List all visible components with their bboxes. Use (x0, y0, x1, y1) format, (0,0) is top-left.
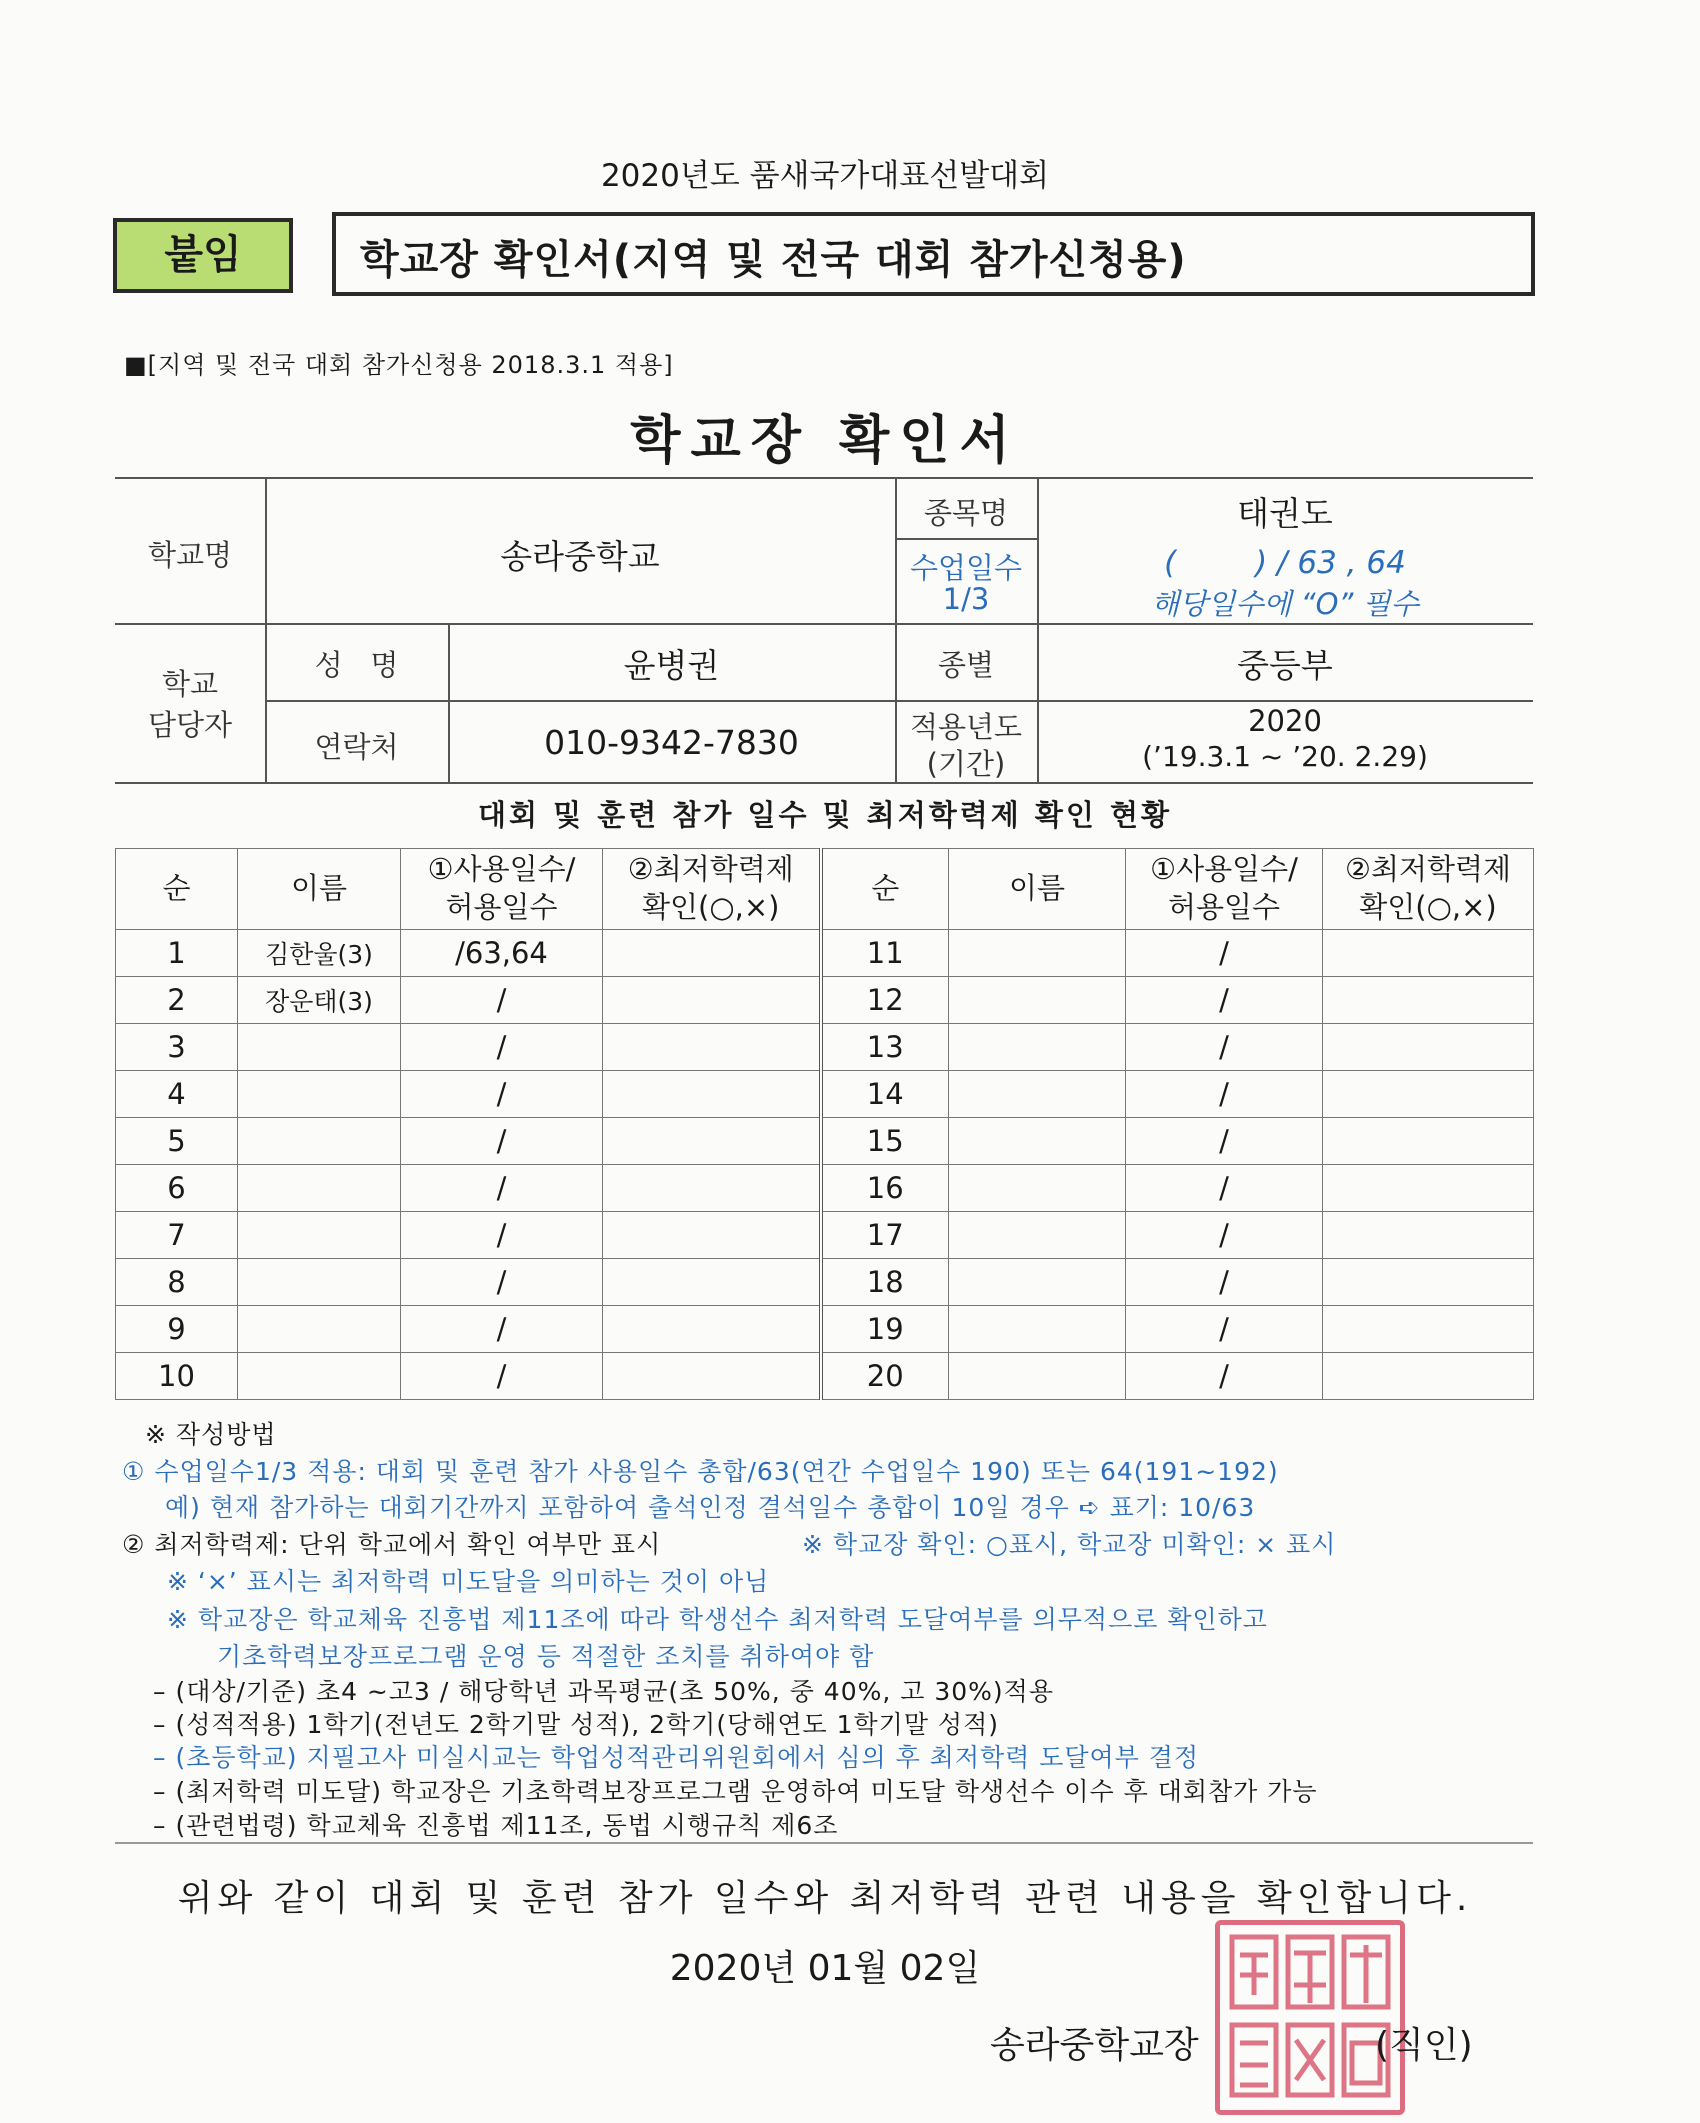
row-name (238, 1353, 401, 1400)
row-name (238, 1118, 401, 1165)
instruction-line: – (성적적용) 1학기(전년도 2학기말 성적), 2학기(당해연도 1학기말 성적) (153, 1710, 999, 1739)
row-name (949, 1024, 1126, 1071)
col-name-header: 이름 (238, 849, 401, 930)
class-days-label: 수업일수 (909, 551, 1023, 585)
col-check-header-line1: ②최저학력제 (1344, 852, 1512, 887)
row-check (1323, 1024, 1534, 1071)
row-check (1323, 1071, 1534, 1118)
row-days: / (401, 1353, 603, 1400)
table-row (116, 1071, 1534, 1118)
row-check (1323, 1353, 1534, 1400)
row-check (603, 1071, 821, 1118)
row-name (949, 1071, 1126, 1118)
table-row (116, 1212, 1534, 1259)
instruction-line: 기초학력보장프로그램 운영 등 적절한 조치를 취하여야 함 (217, 1642, 875, 1671)
row-name (238, 1165, 401, 1212)
row-name (238, 1306, 401, 1353)
divider (115, 1842, 1533, 1844)
row-no: 9 (116, 1306, 238, 1353)
row-days: /63,64 (401, 930, 603, 977)
confirmation-statement: 위와 같이 대회 및 훈련 참가 일수와 최저학력 관련 내용을 확인합니다. (177, 1878, 1473, 1919)
row-no: 12 (821, 977, 949, 1024)
row-days: / (401, 1071, 603, 1118)
grid-line (265, 700, 1533, 702)
row-no: 4 (116, 1071, 238, 1118)
col-check-header-line1: ②최저학력제 (627, 852, 794, 887)
roster-header-row (116, 849, 1534, 930)
row-no: 11 (821, 930, 949, 977)
category-label: 종별 (937, 648, 995, 682)
row-days: / (1126, 1259, 1323, 1306)
row-no: 16 (821, 1165, 949, 1212)
issue-date: 2020년 01월 02일 (669, 1948, 981, 1989)
row-check (603, 1306, 821, 1353)
period-label-2: (기간) (926, 747, 1006, 781)
row-no: 10 (116, 1353, 238, 1400)
row-name (949, 1306, 1126, 1353)
row-days: / (1126, 1118, 1323, 1165)
grid-line (115, 623, 1533, 625)
name-value: 윤병권 (623, 646, 720, 685)
col-check-header (603, 849, 821, 930)
row-no: 13 (821, 1024, 949, 1071)
row-check (1323, 930, 1534, 977)
row-days: / (1126, 1212, 1323, 1259)
row-check (603, 1212, 821, 1259)
col-check-header (1323, 849, 1534, 930)
row-no: 8 (116, 1259, 238, 1306)
row-check (603, 1024, 821, 1071)
status-section-title: 대회 및 훈련 참가 일수 및 최저학력제 확인 현황 (477, 798, 1173, 832)
row-days: / (1126, 930, 1323, 977)
row-check (1323, 1118, 1534, 1165)
instruction-line: – (관련법령) 학교체육 진흥법 제11조, 동법 시행규칙 제6조 (153, 1811, 839, 1840)
col-days-header-line2: 허용일수 (1167, 890, 1281, 924)
row-no: 15 (821, 1118, 949, 1165)
row-name (238, 1024, 401, 1071)
row-no: 6 (116, 1165, 238, 1212)
row-check (603, 977, 821, 1024)
attachment-badge: 붙임 (113, 218, 293, 293)
row-check (603, 1118, 821, 1165)
instruction-line: ※ ‘×’ 표시는 최저학력 미도달을 의미하는 것이 아님 (167, 1567, 770, 1596)
row-no: 17 (821, 1212, 949, 1259)
applies-note: ■[지역 및 전국 대회 참가신청용 2018.3.1 적용] (124, 351, 674, 379)
table-row (116, 930, 1534, 977)
table-row (116, 1118, 1534, 1165)
school-value: 송라중학교 (500, 537, 660, 576)
row-days: / (1126, 1306, 1323, 1353)
row-name (949, 1212, 1126, 1259)
col-days-header-line1: ①사용일수/ (1150, 852, 1298, 887)
table-row (116, 1165, 1534, 1212)
row-name (949, 1118, 1126, 1165)
row-days: / (401, 1259, 603, 1306)
col-no-header: 순 (116, 849, 238, 930)
instruction-line: ※ 학교장은 학교체육 진흥법 제11조에 따라 학생선수 최저학력 도달여부를 의무적으로 확인하고 (167, 1605, 1268, 1634)
staff-label-2: 담당자 (147, 708, 233, 742)
table-row (116, 1353, 1534, 1400)
grid-line (115, 782, 1533, 784)
row-name (238, 1071, 401, 1118)
class-days-value: ( ) / 63 , 64 (1164, 545, 1406, 581)
class-days-fraction: 1/3 (942, 582, 990, 616)
row-check (603, 1165, 821, 1212)
instruction-line: 예) 현재 참가하는 대회기간까지 포함하여 출석인정 결석일수 총합이 10일 경우 ➪ 표기: 10/63 (165, 1493, 1256, 1522)
col-check-header-line2: 확인(○,×) (642, 890, 780, 924)
seal-glyphs (1220, 1925, 1400, 2110)
col-days-header (401, 849, 603, 930)
attachment-title: 학교장 확인서(지역 및 전국 대회 참가신청용) (360, 237, 1187, 283)
col-days-header (1126, 849, 1323, 930)
table-row (116, 1259, 1534, 1306)
school-label: 학교명 (147, 538, 233, 572)
row-no: 7 (116, 1212, 238, 1259)
instructions-heading: ※ 작성방법 (145, 1420, 277, 1449)
row-days: / (401, 1024, 603, 1071)
row-name (238, 1259, 401, 1306)
row-days: / (1126, 1165, 1323, 1212)
row-check (1323, 1212, 1534, 1259)
row-days: / (401, 1212, 603, 1259)
col-name-header: 이름 (949, 849, 1126, 930)
table-row (116, 1306, 1534, 1353)
row-days: / (1126, 1024, 1323, 1071)
col-days-header-line1: ①사용일수/ (427, 852, 576, 887)
row-no: 14 (821, 1071, 949, 1118)
table-row (116, 1024, 1534, 1071)
row-days: / (401, 1306, 603, 1353)
roster-table (115, 848, 1534, 1400)
row-name (949, 977, 1126, 1024)
row-check (603, 1353, 821, 1400)
instruction-line: ① 수업일수1/3 적용: 대회 및 훈련 참가 사용일수 총합/63(연간 수업일수 190) 또는 64(191~192) (122, 1457, 1279, 1486)
event-title: 2020년도 품새국가대표선발대회 (600, 158, 1050, 194)
row-no: 2 (116, 977, 238, 1024)
row-days: / (401, 1118, 603, 1165)
row-days: / (1126, 1353, 1323, 1400)
row-name: 장운태(3) (238, 977, 401, 1024)
row-name (949, 1353, 1126, 1400)
row-no: 3 (116, 1024, 238, 1071)
table-row (116, 977, 1534, 1024)
seal-note: (직인) (1375, 2025, 1473, 2066)
row-check (603, 930, 821, 977)
col-no-header: 순 (821, 849, 949, 930)
instruction-line: – (대상/기준) 초4 ~고3 / 해당학년 과목평균(초 50%, 중 40%, 고 30%)적용 (153, 1677, 1054, 1706)
row-check (1323, 977, 1534, 1024)
instruction-line: – (초등학교) 지필고사 미실시교는 학업성적관리위원회에서 심의 후 최저학력 도달여부 결정 (153, 1743, 1200, 1772)
row-name: 김한울(3) (238, 930, 401, 977)
event-value: 태권도 (1237, 494, 1333, 533)
period-label: 적용년도 (909, 710, 1023, 744)
row-no: 20 (821, 1353, 949, 1400)
row-days: / (1126, 1071, 1323, 1118)
instruction-line: ② 최저학력제: 단위 학교에서 확인 여부만 표시 (122, 1530, 662, 1559)
row-name (949, 930, 1126, 977)
grid-line (115, 477, 1533, 479)
row-no: 19 (821, 1306, 949, 1353)
period-year: 2020 (1248, 704, 1322, 738)
row-name (949, 1259, 1126, 1306)
instruction-line: ※ 학교장 확인: ○표시, 학교장 미확인: × 표시 (802, 1530, 1337, 1559)
col-check-header-line2: 확인(○,×) (1359, 890, 1497, 924)
row-check (1323, 1259, 1534, 1306)
seal-strokes (1232, 1937, 1388, 2095)
row-check (1323, 1306, 1534, 1353)
row-no: 18 (821, 1259, 949, 1306)
name-label: 성 명 (314, 648, 399, 682)
contact-value: 010-9342-7830 (544, 723, 799, 762)
row-no: 1 (116, 930, 238, 977)
col-days-header-line2: 허용일수 (445, 890, 558, 924)
row-days: / (1126, 977, 1323, 1024)
row-days: / (401, 1165, 603, 1212)
row-no: 5 (116, 1118, 238, 1165)
row-name (238, 1212, 401, 1259)
contact-label: 연락처 (314, 730, 399, 764)
row-check (1323, 1165, 1534, 1212)
class-days-note: 해당일수에 “O” 필수 (1151, 587, 1419, 621)
event-label: 종목명 (923, 496, 1009, 530)
instruction-line: – (최저학력 미도달) 학교장은 기초학력보장프로그램 운영하여 미도달 학생선수 이수 후 대회참가 가능 (153, 1777, 1318, 1806)
row-check (603, 1259, 821, 1306)
row-days: / (401, 977, 603, 1024)
category-value: 중등부 (1237, 646, 1333, 685)
row-name (949, 1165, 1126, 1212)
grid-line (895, 538, 1037, 540)
period-range: (’19.3.1 ~ ’20. 2.29) (1142, 740, 1428, 773)
document-title: 학교장 확인서 (630, 411, 1020, 471)
staff-label: 학교 (161, 667, 219, 701)
principal-name: 송라중학교장 (990, 2025, 1199, 2066)
